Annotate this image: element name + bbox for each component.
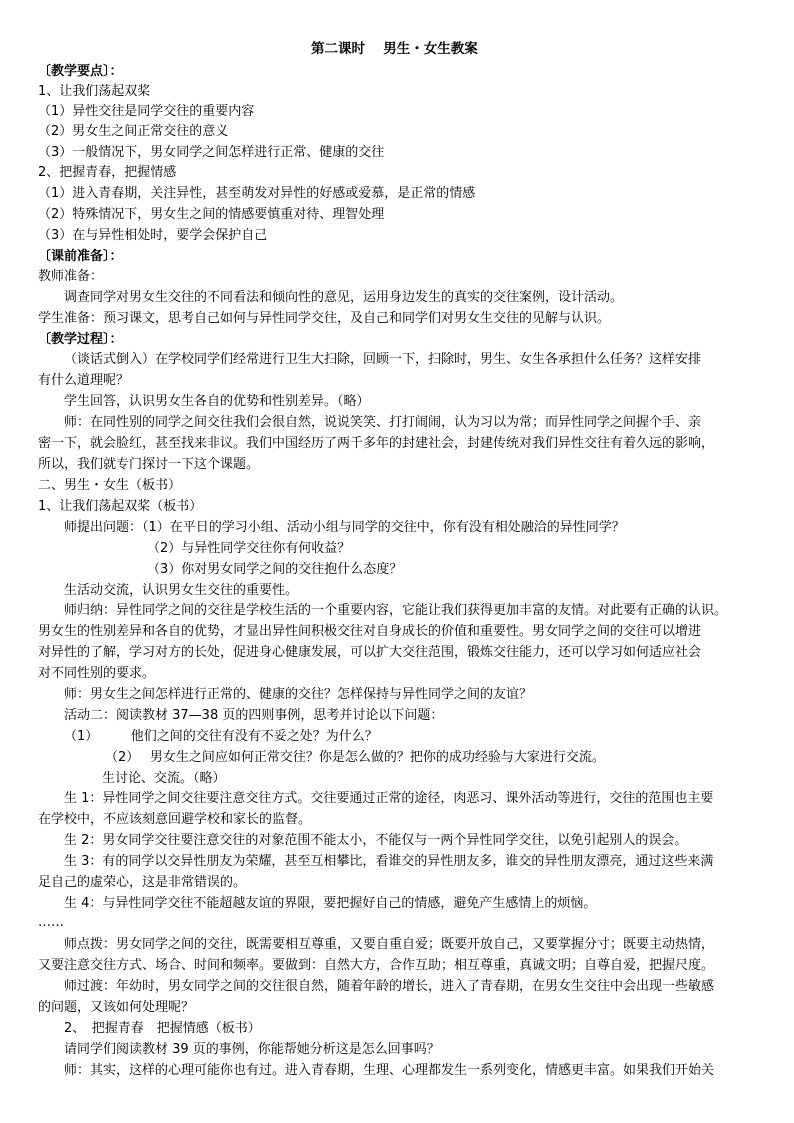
section-heading-process: 〔教学过程〕： bbox=[38, 332, 123, 347]
text-line: 2、把握青春，把握情感 bbox=[38, 165, 177, 180]
text-line: 二、男生・女生（板书） bbox=[38, 478, 182, 493]
text-line: …… bbox=[38, 915, 64, 930]
text-line: 调查同学对男女生交往的不同看法和倾向性的意见，运用身边发生的真实的交往案例，设计活动。 bbox=[64, 290, 624, 305]
text-line: 生活动交流，认识男女生交往的重要性。 bbox=[64, 583, 299, 598]
text-line: 在学校中，不应该刻意回避学校和家长的监督。 bbox=[38, 812, 312, 827]
text-line: （3）你对男女同学之间的交往抱什么态度？ bbox=[147, 562, 403, 577]
text-line: 师提出问题：（1）在平日的学习小组、活动小组与同学的交往中，你有没有相处融洽的异性同学？ bbox=[64, 520, 625, 535]
text-line: （谈话式倒入）在学校同学们经常进行卫生大扫除，回顾一下，扫除时，男生、女生各承担什么任务？这样安排 bbox=[64, 352, 702, 367]
text-line: 的问题，又该如何处理呢？ bbox=[38, 1000, 195, 1015]
text-line: 生讨论、交流。（略） bbox=[102, 771, 226, 786]
text-line: 师：男女生之间怎样进行正常的、健康的交往？怎样保持与异性同学之间的友谊？ bbox=[64, 687, 533, 702]
text-line: 生 4：与异性同学交往不能超越友谊的界限，要把握好自己的情感，避免产生感情上的烦恼。 bbox=[64, 896, 597, 911]
text-line: 对不同性别的要求。 bbox=[38, 666, 156, 681]
text-line: （1）进入青春期，关注异性，甚至萌发对异性的好感或爱慕，是正常的情感 bbox=[38, 186, 476, 201]
section-heading-key-points: 〔教学要点〕： bbox=[38, 64, 123, 79]
text-line: 所以，我们就专门探讨一下这个课题。 bbox=[38, 457, 260, 472]
text-line: 师归纳：异性同学之间的交往是学校生活的一个重要内容，它能让我们获得更加丰富的友情。对此要有正确的认识。 bbox=[64, 603, 728, 618]
text-line: 活动二：阅读教材 37—38 页的四则事例，思考并讨论以下问题： bbox=[64, 708, 444, 723]
text-line: 生 1：异性同学之间交往要注意交往方式。交往要通过正常的途径，肉恶习、课外活动等进行，交往的范围也主要 bbox=[64, 791, 714, 806]
text-line: 教师准备： bbox=[38, 269, 104, 284]
text-line: （2）特殊情况下，男女生之间的情感要慎重对待、理智处理 bbox=[38, 207, 385, 222]
text-line: （3）在与异性相处时，要学会保护自己 bbox=[38, 228, 268, 243]
text-line: 足自己的虚荣心，这是非常错误的。 bbox=[38, 875, 247, 890]
text-line: （2） 男女生之间应如何正常交往？你是怎么做的？把你的成功经验与大家进行交流。 bbox=[105, 750, 605, 765]
text-line: 师：其实，这样的心理可能你也有过。进入青春期，生理、心理都发生一系列变化，情感更丰富。如果我们开始关 bbox=[64, 1063, 715, 1078]
text-line: 生 3：有的同学以交异性朋友为荣耀，甚至互相攀比，看谁交的异性朋友多，谁交的异性朋友漂亮，通过这些来满 bbox=[64, 854, 714, 869]
text-line: 1、让我们荡起双桨 bbox=[38, 84, 151, 99]
text-line: （2）男女生之间正常交往的意义 bbox=[38, 124, 229, 139]
text-line: 生 2：男女同学交往要注意交往的对象范围不能太小，不能仅与一两个异性同学交往，以免引起别人的误会。 bbox=[64, 833, 688, 848]
text-line: 师：在同性别的同学之间交往我们会很自然，说说笑笑、打打闹闹，认为习以为常；而异性同学之间握个手、亲 bbox=[64, 415, 702, 430]
text-line: 又要注意交往方式、场合、时间和频率。要做到：自然大方，合作互助；相互尊重，真诚文明；自尊自爱，把握尺度。 bbox=[38, 958, 715, 973]
text-line: （1） 他们之间的交往有没有不妥之处？为什么？ bbox=[64, 729, 378, 744]
text-line: 密一下，就会脸红，甚至找来非议。我们中国经历了两千多年的封建社会，封建传统对我们异性交往有着久远的影响， bbox=[38, 436, 715, 451]
text-line: 男女生的性别差异和各自的优势，才显出异性间积极交往对自身成长的价值和重要性。男女同学之间的交往可以增进 bbox=[38, 624, 702, 639]
text-line: （1）异性交往是同学交往的重要内容 bbox=[38, 104, 255, 119]
text-line: 师过渡：年幼时，男女同学之间的交往很自然，随着年龄的增长，进入了青春期，在男女生交往中会出现一些敏感 bbox=[64, 979, 715, 994]
text-line: 学生回答，认识男女生各自的优势和性别差异。（略） bbox=[64, 394, 370, 409]
section-heading-preparation: 〔课前准备〕： bbox=[38, 249, 123, 264]
text-line: （2）与异性同学交往你有何收益？ bbox=[147, 541, 351, 556]
text-line: 学生准备：预习课文，思考自己如何与异性同学交往，及自己和同学们对男女生交往的见解与认识。 bbox=[38, 311, 611, 326]
text-line: 1、让我们荡起双桨（板书） bbox=[38, 499, 203, 514]
page-title: 第二课时 男生・女生教案 bbox=[311, 41, 478, 57]
text-line: 2、 把握青春 把握情感（板书） bbox=[64, 1021, 261, 1036]
text-line: 有什么道理呢？ bbox=[38, 373, 130, 388]
text-line: 对异性的了解，学习对方的长处，促进身心健康发展，可以扩大交往范围，锻炼交往能力，还可以学习如何适应社会 bbox=[38, 645, 702, 660]
text-line: 师点拨：男女同学之间的交往，既需要相互尊重，又要自重自爱；既要开放自己，又要掌握分寸；既要主动热情， bbox=[64, 937, 715, 952]
text-line: 请同学们阅读教材 39 页的事例，你能帮她分析这是怎么回事吗？ bbox=[64, 1042, 440, 1057]
text-line: （3）一般情况下，男女同学之间怎样进行正常、健康的交往 bbox=[38, 145, 385, 160]
